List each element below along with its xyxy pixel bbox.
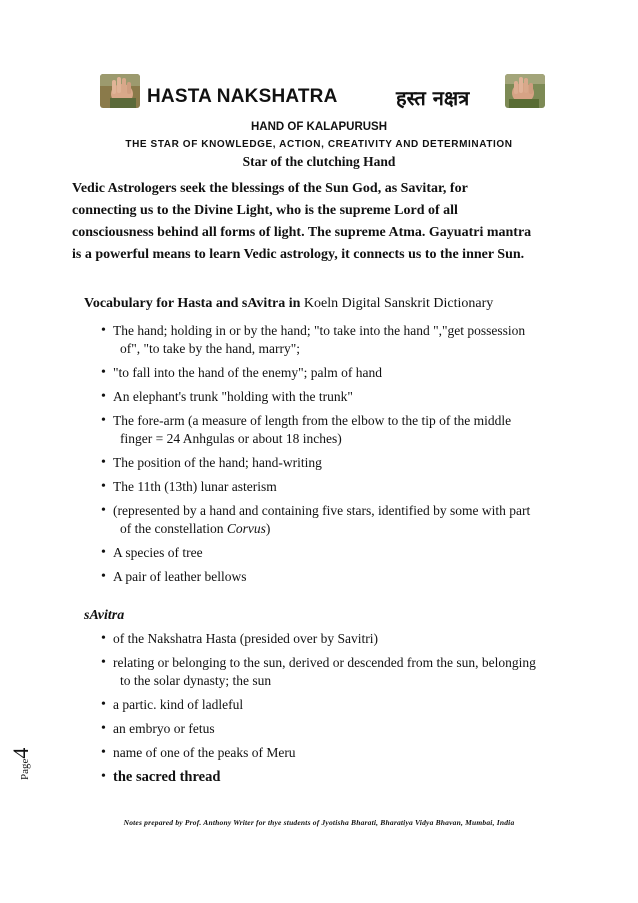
intro-paragraph <box>72 178 572 266</box>
list-item-text: The hand; holding in or by the hand; "to take into the hand ","get possession <box>113 323 526 338</box>
list-item-text-continued: to the solar dynasty; the sun <box>120 673 272 688</box>
page-number-label: Page <box>19 758 31 780</box>
title-hindi: हस्त नक्षत्र <box>396 86 470 110</box>
list-item-text-continued: finger = 24 Anhgulas or about 18 inches) <box>120 431 342 446</box>
list-item <box>101 696 571 714</box>
intro-line: is a powerful means to learn Vedic astrology, it connects us to the inner Sun. <box>72 247 525 262</box>
list-item-text: a partic. kind of ladleful <box>113 697 244 712</box>
list-item <box>101 454 571 472</box>
vocabulary-heading-source: Koeln Digital Sanskrit Dictionary <box>300 296 494 311</box>
subtitle-star-of-knowledge: THE STAR OF KNOWLEDGE, ACTION, CREATIVITY AND DETERMINATION <box>125 139 513 150</box>
intro-line: Vedic Astrologers seek the blessings of the Sun God, as Savitar, for <box>72 181 468 196</box>
list-item-text-continued <box>113 520 571 538</box>
hand-mudra-icon <box>100 74 140 108</box>
page-number <box>8 748 34 780</box>
list-item-text: A pair of leather bellows <box>113 569 247 584</box>
list-item <box>101 544 571 562</box>
list-item-text-continued: of", "to take by the hand, marry"; <box>120 341 300 356</box>
list-item <box>101 720 571 738</box>
list-item <box>101 568 571 586</box>
title-english: HASTA NAKSHATRA <box>147 86 338 107</box>
vocabulary-heading-bold: Vocabulary for Hasta and sAvitra in <box>84 296 301 311</box>
list-item <box>101 412 571 448</box>
hand-mudra-icon <box>505 74 545 108</box>
list-item <box>101 478 571 496</box>
savitra-heading: sAvitra <box>84 608 125 623</box>
list-item-text: The 11th (13th) lunar asterism <box>113 479 277 494</box>
list-item-text: an embryo or fetus <box>113 721 215 736</box>
list-item-text: relating or belonging to the sun, derived or descended from the sun, belonging <box>113 655 536 670</box>
vocabulary-heading <box>84 296 584 312</box>
list-item-text: "to fall into the hand of the enemy"; palm of hand <box>113 365 382 380</box>
list-item <box>101 388 571 406</box>
list-item <box>101 322 571 358</box>
list-item-text: The position of the hand; hand-writing <box>113 455 322 470</box>
savitra-list <box>101 630 571 792</box>
vocabulary-list <box>101 322 571 592</box>
list-item-text-part: of the constellation <box>120 521 227 536</box>
intro-line: consciousness behind all forms of light. The supreme Atma. Gayuatri mantra <box>72 225 532 240</box>
list-item <box>101 768 571 786</box>
footer-note: Notes prepared by Prof. Anthony Writer for thye students of Jyotisha Bharati, Bharatiya Vidya Bhavan, Mumbai, India <box>123 818 515 827</box>
list-item <box>101 654 571 690</box>
list-item-text: (represented by a hand and containing five stars, identified by some with part <box>113 503 531 518</box>
list-item <box>101 630 571 648</box>
intro-line: connecting us to the Divine Light, who is the supreme Lord of all <box>72 203 458 218</box>
page-number-value: 4 <box>8 747 33 759</box>
list-item <box>101 502 571 538</box>
list-item-text: of the Nakshatra Hasta (presided over by Savitri) <box>113 631 379 646</box>
list-item-text: the sacred thread <box>113 769 221 785</box>
list-item <box>101 364 571 382</box>
subtitle-clutching-hand: Star of the clutching Hand <box>242 154 396 169</box>
list-item-text: An elephant's trunk "holding with the trunk" <box>113 389 353 404</box>
list-item-text: name of one of the peaks of Meru <box>113 745 296 760</box>
constellation-name: Corvus <box>226 521 266 536</box>
list-item-text-part: ) <box>265 521 271 536</box>
list-item <box>101 744 571 762</box>
title-row <box>0 74 638 114</box>
list-item-text: A species of tree <box>113 545 203 560</box>
list-item-text: The fore-arm (a measure of length from the elbow to the tip of the middle <box>113 413 512 428</box>
subtitle-hand-of-kalapurush: HAND OF KALAPURUSH <box>250 121 388 133</box>
